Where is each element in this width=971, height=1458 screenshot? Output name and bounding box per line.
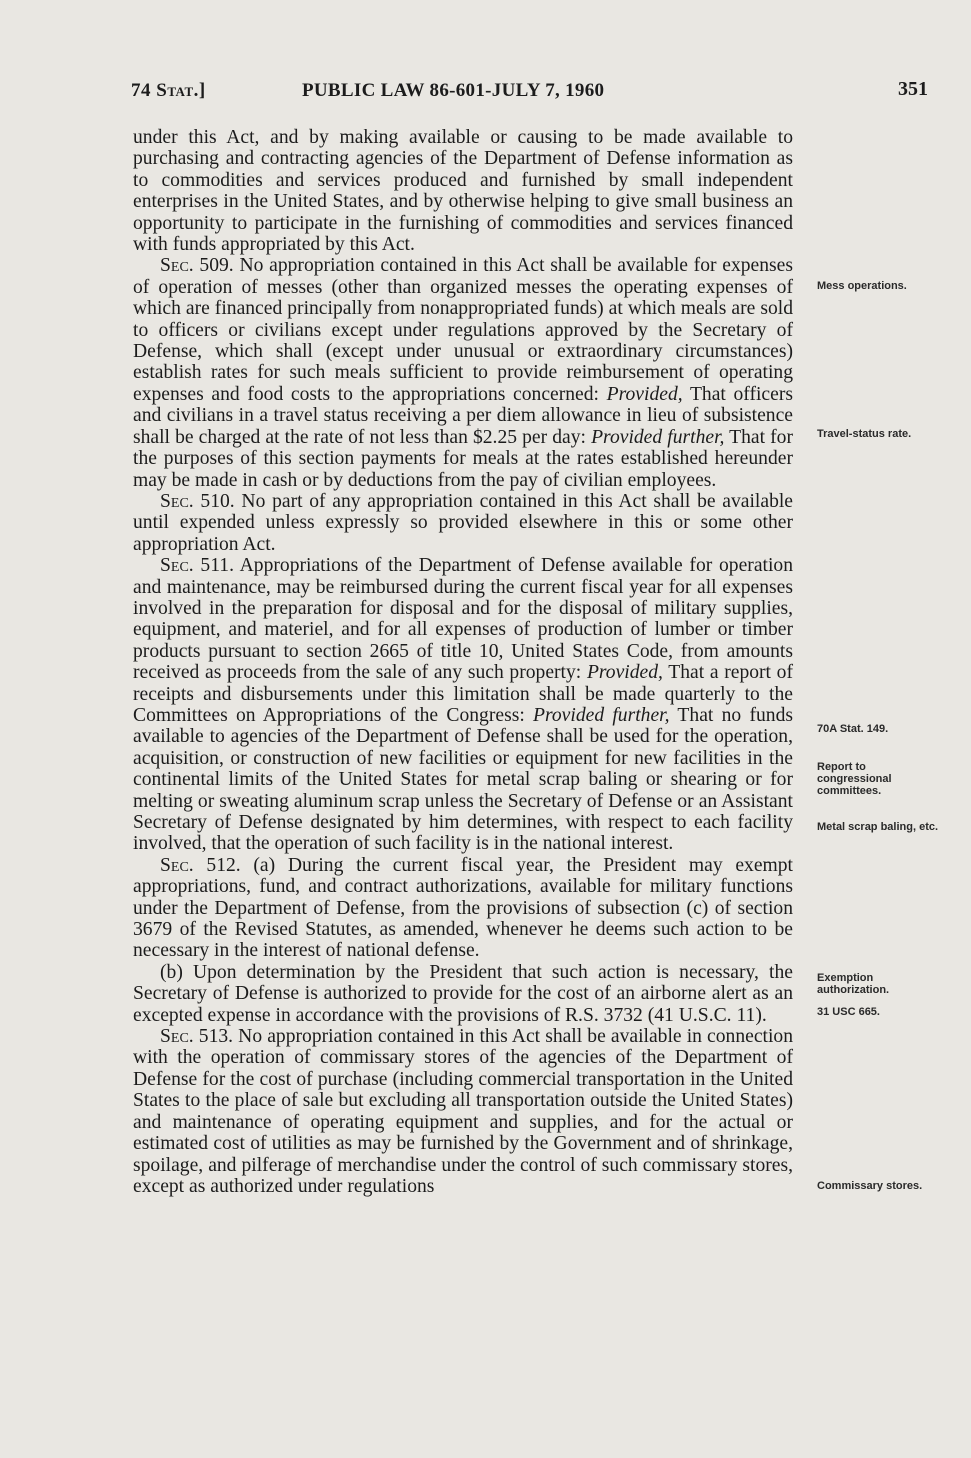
section-label: Sec. 513. bbox=[160, 1026, 234, 1048]
margin-note-commissary: Commissary stores. bbox=[817, 1180, 923, 1192]
margin-note-report: Report to congressional committees. bbox=[817, 761, 892, 797]
body-text bbox=[133, 127, 793, 1197]
section-text: No appropriation contained in this Act shall be available for expenses of operation of messes (other than organized messes the operating expenses of which are financed principally from nonappropriated funds) at which meals are sold to officers or civilians except under regulations approved by the Secretary of Defense, which shall (except under unusual or extraordinary circumstances) establish rates for such meals sufficient to provide reimbursement of operating expenses and food costs to the appropriations concerned: bbox=[133, 255, 793, 405]
paragraph-sec-512a bbox=[133, 855, 793, 962]
margin-note-exemption: Exemption authorization. bbox=[817, 972, 890, 996]
margin-note-70a-stat: 70A Stat. 149. bbox=[817, 723, 889, 735]
volume-number: 74 bbox=[131, 80, 151, 101]
paragraph-sec-512b: (b) Upon determination by the President that such action is necessary, the Secretary of Defense is authorized to provide for the cost of an airborne alert as an excepted expense in accordance with the provisions of R.S. 3732 (41 U.S.C. 11). bbox=[133, 961, 793, 1026]
section-text: No part of any appropriation contained in this Act shall be available until expended unless expressly so provided elsewhere in this or some other appropriation Act. bbox=[133, 490, 794, 555]
paragraph-sec-513 bbox=[133, 1026, 793, 1197]
section-text: That a report of receipts and disbursements under this limitation shall be made quarterly to the Committees on Appropriations of the Congress: bbox=[133, 662, 794, 726]
running-head-statute bbox=[131, 80, 206, 102]
proviso: Provided further, bbox=[533, 704, 670, 726]
section-label: Sec. 509. bbox=[160, 255, 234, 277]
proviso: Provided further, bbox=[591, 426, 725, 448]
paragraph-sec-509 bbox=[133, 255, 793, 490]
margin-note-mess-operations: Mess operations. bbox=[817, 280, 907, 292]
running-head-title: PUBLIC LAW 86-601-JULY 7, 1960 bbox=[302, 80, 605, 101]
margin-note-31-usc: 31 USC 665. bbox=[817, 1006, 880, 1018]
section-text: That officers and civilians in a travel status receiving a per diem allowance in lieu of subsistence shall be charged at the rate of not less than $2.25 per day: bbox=[133, 383, 793, 448]
section-text: (a) During the current fiscal year, the President may exempt appropriations, fund, and contract authorizations, available for military functions under the Department of Defense, from the provisions of subsection (c) of section 3679 of the Revised Statutes, as amended, whenever he deems such action to be necessary in the interest of national defense. bbox=[133, 854, 793, 962]
proviso: Provided, bbox=[606, 383, 683, 405]
section-text: That for the purposes of this section payments for meals at the rates established hereunder may be made in cash or by deductions from the pay of civilian employees. bbox=[133, 426, 793, 491]
section-label: Sec. 512. bbox=[160, 854, 241, 876]
section-text: No appropriation contained in this Act shall be available in connection with the operation of commissary stores of the agencies of the Department of Defense for the cost of purchase (including commercial transportation in the United States to the place of sale but excluding all transportation outside the United States) and maintenance of operating equipment and supplies, and for the actual or estimated cost of utilities as may be furnished by the Government and of shrinkage, spoilage, and pilferage of merchandise under the control of such commissary stores, except as authorized under regulations bbox=[133, 1026, 793, 1197]
section-label: Sec. 511. bbox=[160, 555, 234, 577]
stat-label: Stat.] bbox=[156, 80, 206, 101]
section-label: Sec. 510. bbox=[160, 490, 235, 512]
margin-note-metal-scrap: Metal scrap baling, etc. bbox=[817, 821, 939, 833]
section-text: That no funds available to agencies of the Department of Defense shall be used for the operation, acquisition, or construction of new facilities or equipment for new facilities in the continental limits of the United States for metal scrap baling or shearing or for melting or sweating aluminum scrap unless the Secretary of Defense or an Assistant Secretary of Defense designated by him determines, with respect to each facility involved, that the operation of such facility is in the national interest. bbox=[133, 704, 793, 855]
proviso: Provided, bbox=[586, 662, 663, 684]
margin-note-travel-status: Travel-status rate. bbox=[817, 428, 912, 440]
paragraph-continuation: under this Act, and by making available or causing to be made available to purchasing and contracting agencies of the Department of Defense information as to commodities and services produced and furnished by small independent enterprises in the United States, and by otherwise helping to give small business an opportunity to participate in the furnishing of commodities and services financed with funds appropriated by this Act. bbox=[133, 127, 793, 256]
paragraph-sec-510 bbox=[133, 491, 793, 555]
page-number: 351 bbox=[898, 78, 928, 100]
section-text: Appropriations of the Department of Defense available for operation and maintenance, may be reimbursed during the current fiscal year for all expenses involved in the preparation for disposal and for the disposal of military supplies, equipment, and materiel, and for all expenses of production of lumber or timber products pursuant to section 2665 of title 10, United States Code, from amounts received as proceeds from the sale of any such property: bbox=[133, 555, 793, 684]
paragraph-sec-511 bbox=[133, 555, 793, 855]
